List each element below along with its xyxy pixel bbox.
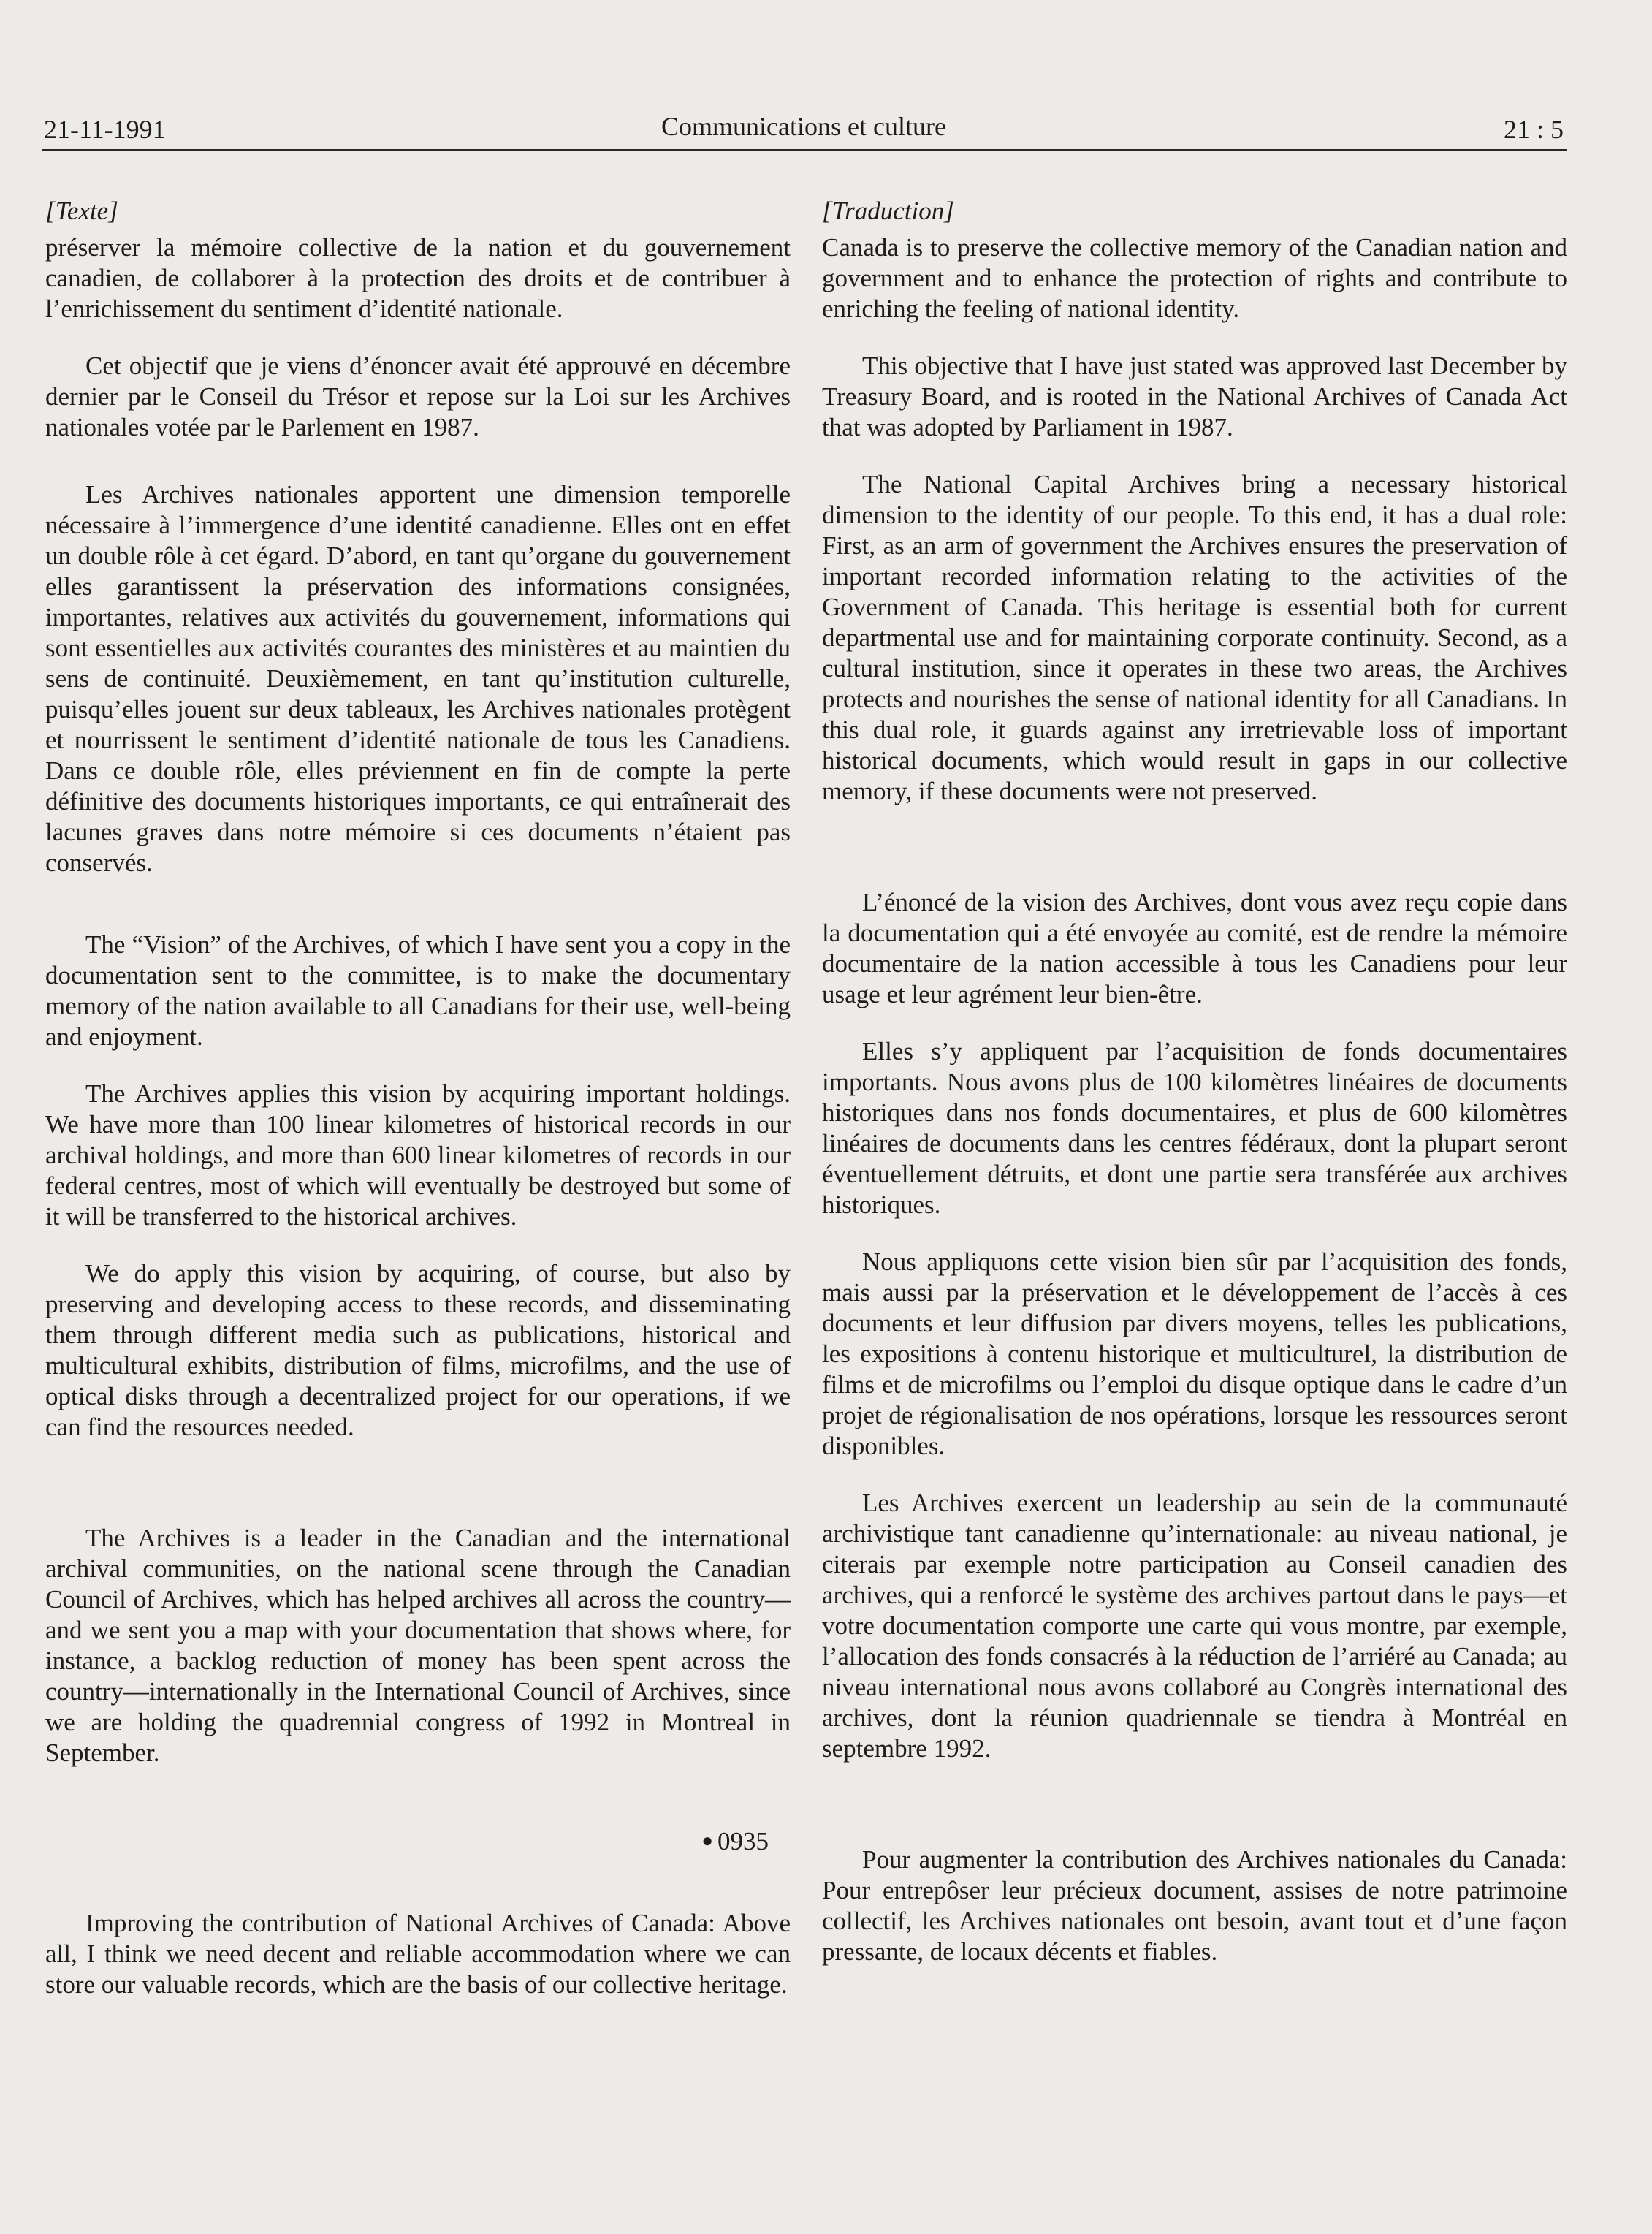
left-paragraph-2: Cet objectif que je viens d’énoncer avait été approuvé en décembre dernier par le Conseil du Trésor et repose sur la Loi sur les Archives nationales votée par le Parlement en 1987.: [45, 352, 791, 441]
right-column-label: [Traduction]: [822, 197, 954, 225]
right-paragraph-4: L’énoncé de la vision des Archives, dont vous avez reçu copie dans la documentation qui a été envoyée au comité, est de rendre la mémoire documentaire de la nation accessible à tous les Canadiens pour leur usage et leur agrément leur bien-être.: [822, 888, 1567, 1008]
left-paragraph-5: The Archives applies this vision by acquiring important holdings. We have more than 100 linear kilometres of historical records in our archival holdings, and more than 600 linear kilometres of records in our federal centres, most of which will eventually be destroyed but some of it will be transferred to the historical archives.: [45, 1079, 791, 1231]
left-paragraph-8: Improving the contribution of National Archives of Canada: Above all, I think we need decent and reliable accommodation where we can store our valuable records, which are the basis of our collective heritage.: [45, 1909, 791, 1999]
header-date: 21-11-1991: [44, 115, 166, 144]
left-paragraph-3: Les Archives nationales apportent une dimension temporelle nécessaire à l’immergence d’une identité canadienne. Elles ont en effet un double rôle à cet égard. D’abord, en tant qu’organe du gouvernement elles garantissent la préservation des informations consignées, importantes, relatives aux activités du gouvernement, informations qui sont essentielles aux activités courantes des ministères et au maintien du sens de continuité. Deuxièmement, en tant qu’institution culturelle, puisqu’elles jouent sur deux tableaux, les Archives nationales protègent et nourrissent le sentiment d’identité nationale de tous les Canadiens. Dans ce double rôle, elles préviennent en fin de compte la perte définitive des documents historiques importants, ce qui entraînerait des lacunes graves dans notre mémoire si ces documents n’étaient pas conservés.: [45, 480, 791, 877]
header-page-number: 21 : 5: [1503, 115, 1564, 144]
left-paragraph-1: préserver la mémoire collective de la nation et du gouvernement canadien, de collaborer à la protection des droits et de contribuer à l’enrichissement du sentiment d’identité nationale.: [45, 233, 791, 323]
left-paragraph-6: We do apply this vision by acquiring, of course, but also by preserving and developing access to these records, and disseminating them through different media such as publications, historical and multicultural exhibits, distribution of films, microfilms, and the use of optical disks through a decentralized project for our operations, if we can find the resources needed.: [45, 1259, 791, 1441]
time-stamp: [45, 1825, 791, 1857]
page-header: [44, 110, 1564, 149]
right-paragraph-8: Pour augmenter la contribution des Archives nationales du Canada: Pour entrepôser leur précieux document, assises de notre patrimoine collectif, les Archives nationales ont besoin, avant tout et d’une façon pressante, de locaux décents et fiables.: [822, 1845, 1567, 1966]
header-rule: [42, 149, 1567, 151]
right-paragraph-2: This objective that I have just stated was approved last December by Treasury Board, and is rooted in the National Archives of Canada Act that was adopted by Parliament in 1987.: [822, 352, 1567, 441]
right-paragraph-3: The National Capital Archives bring a necessary historical dimension to the identity of our people. To this end, it has a dual role: First, as an arm of government the Archives ensures the preservation of important recorded information relating to the activities of the Government of Canada. This heritage is essential both for current departmental use and for maintaining corporate continuity. Second, as a cultural institution, since it operates in these two areas, the Archives protects and nourishes the sense of national identity for all Canadians. In this dual role, it guards against any irretrievable loss of important historical documents, which would result in gaps in our collective memory, if these documents were not preserved.: [822, 470, 1567, 805]
right-paragraph-6: Nous appliquons cette vision bien sûr par l’acquisition des fonds, mais aussi par la préservation et le développement de l’accès à ces documents et leur diffusion par divers moyens, telles les publications, les expositions à contenu historique et multiculturel, la distribution de films et de microfilms ou l’emploi du disque optique dans le cadre d’un projet de régionalisation de nos opérations, lorsque les ressources seront disponibles.: [822, 1247, 1567, 1460]
left-column: [45, 196, 791, 2000]
left-paragraph-7: The Archives is a leader in the Canadian and the international archival communities, on the national scene through the Canadian Council of Archives, which has helped archives all across the country—and we sent you a map with your documentation that shows where, for instance, a backlog reduction of money has been spent across the country—internationally in the International Council of Archives, since we are holding the quadrennial congress of 1992 in Montreal in September.: [45, 1524, 791, 1767]
left-paragraph-4: The “Vision” of the Archives, of which I have sent you a copy in the documentation sent to the committee, is to make the documentary memory of the nation available to all Canadians for their use, well-being and enjoyment.: [45, 930, 791, 1051]
right-paragraph-1: Canada is to preserve the collective memory of the Canadian nation and government and to enhance the protection of rights and contribute to enriching the feeling of national identity.: [822, 233, 1567, 323]
right-column: [822, 196, 1567, 1967]
right-paragraph-5: Elles s’y appliquent par l’acquisition de fonds documentaires importants. Nous avons plus de 100 kilomètres linéaires de documents historiques dans nos fonds documentaires, et plus de 600 kilomètres linéaires de documents dans les centres fédéraux, dont la plupart seront éventuellement détruits, et dont une partie sera transférée aux archives historiques.: [822, 1037, 1567, 1219]
header-title: Communications et culture: [661, 112, 946, 141]
left-column-label: [Texte]: [45, 197, 118, 225]
time-stamp-value: 0935: [717, 1827, 769, 1855]
bullet-icon: ●: [701, 1830, 713, 1851]
right-paragraph-7: Les Archives exercent un leadership au sein de la communauté archivistique tant canadienne qu’internationale: au niveau national, je citerais par exemple notre participation au Conseil canadien des archives, qui a renforcé le système des archives partout dans le pays—et votre documentation comporte une carte qui vous montre, par exemple, l’allocation des fonds consacrés à la réduction de l’arriéré au Canada; au niveau international nous avons collaboré au Congrès international des archives, dont la réunion quadriennale se tiendra à Montréal en septembre 1992.: [822, 1489, 1567, 1763]
